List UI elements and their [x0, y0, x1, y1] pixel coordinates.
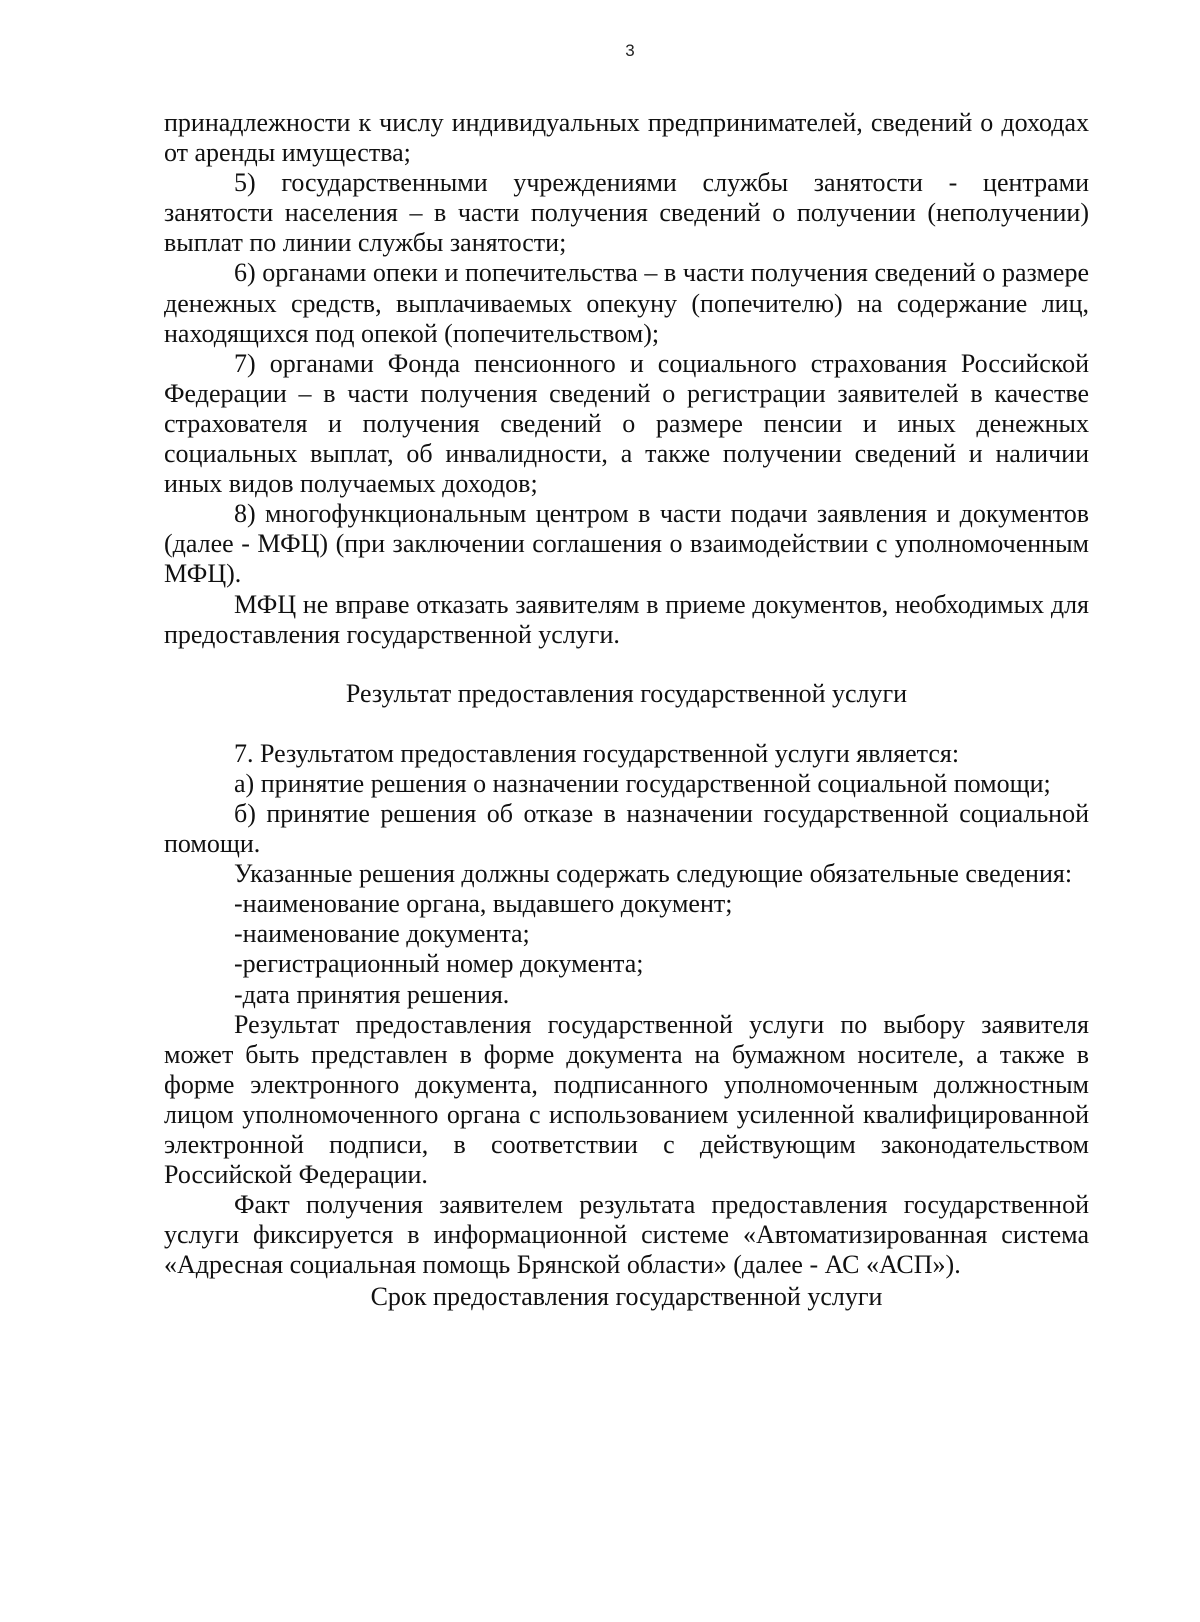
- paragraph-item-8-mfc: 8) многофункциональным центром в части подачи заявления и документов (далее - МФЦ) (при заключении соглашения о взаимодействии с уполномоченным МФЦ).: [164, 499, 1089, 589]
- section-heading-result: Результат предоставления государственной услуги: [345, 678, 908, 708]
- section-heading-term: Срок предоставления государственной услуги: [370, 1282, 883, 1312]
- paragraph-result-recording: Факт получения заявителем результата предоставления государственной услуги фиксируется в информационной системе «Автоматизированная система «Адресная социальная помощь Брянской области» (далее - АС «АСП»).: [164, 1190, 1089, 1280]
- document-body: [164, 108, 1089, 1313]
- list-item-decision-date: -дата принятия решения.: [234, 979, 510, 1009]
- paragraph-required-info: Указанные решения должны содержать следующие обязательные сведения:: [234, 859, 1073, 889]
- paragraph-mfc-refusal: МФЦ не вправе отказать заявителям в приеме документов, необходимых для предоставления государственной услуги.: [164, 589, 1089, 649]
- paragraph-result-form: Результат предоставления государственной услуги по выбору заявителя может быть представлен в форме документа на бумажном носителе, а также в форме электронного документа, подписанного уполномоченным должностным лицом уполномоченного органа с использованием усиленной квалифицированной электронной подписи, в соответствии с действующим законодательством Российской Федерации.: [164, 1009, 1089, 1190]
- list-item-issuing-body: -наименование органа, выдавшего документ;: [234, 889, 733, 919]
- paragraph-7-result: 7. Результатом предоставления государственной услуги является:: [234, 738, 960, 768]
- paragraph-result-a: а) принятие решения о назначении государственной социальной помощи;: [234, 768, 1051, 798]
- paragraph-income-info: принадлежности к числу индивидуальных предпринимателей, сведений о доходах от аренды имущества;: [164, 108, 1089, 168]
- list-item-document-name: -наименование документа;: [234, 919, 530, 949]
- paragraph-item-5-employment: 5) государственными учреждениями службы занятости - центрами занятости населения – в части получения сведений о получении (неполучении) выплат по линии службы занятости;: [164, 168, 1089, 258]
- paragraph-item-7-pension-fund: 7) органами Фонда пенсионного и социального страхования Российской Федерации – в части получения сведений о регистрации заявителей в качестве страхователя и получения сведений о размере пенсии и иных денежных социальных выплат, об инвалидности, а также получении сведений и наличии иных видов получаемых доходов;: [164, 348, 1089, 499]
- paragraph-item-6-guardianship: 6) органами опеки и попечительства – в части получения сведений о размере денежных средств, выплачиваемых опекуну (попечителю) на содержание лиц, находящихся под опекой (попечительством);: [164, 258, 1089, 348]
- page-number: 3: [625, 41, 635, 60]
- list-item-registration-number: -регистрационный номер документа;: [234, 949, 644, 979]
- paragraph-result-b: б) принятие решения об отказе в назначении государственной социальной помощи.: [164, 798, 1089, 859]
